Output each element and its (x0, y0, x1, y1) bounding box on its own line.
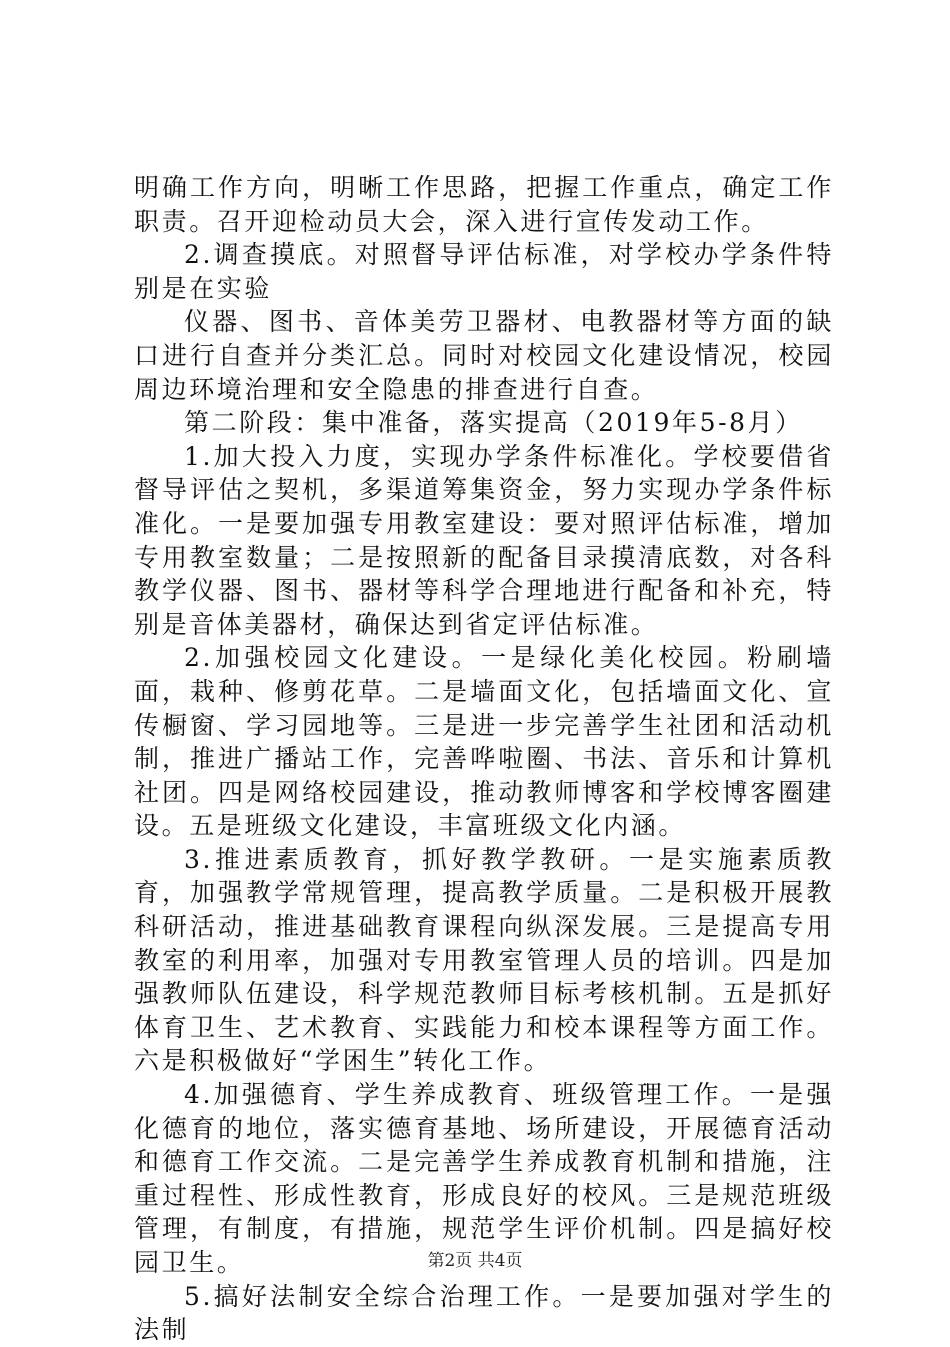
paragraph: 5.搞好法制安全综合治理工作。一是要加强对学生的法制 (134, 1281, 834, 1345)
paragraph: 3.推进素质教育，抓好教学教研。一是实施素质教育，加强教学常规管理，提高教学质量。二是积极开展教科研活动，推进基础教育课程向纵深发展。三是提高专用教室的利用率，加强对专用教室管理人员的培训。四是加强教师队伍建设，科学规范教师目标考核机制。五是抓好体育卫生、艺术教育、实践能力和校本课程等方面工作。六是积极做好“学困生”转化工作。 (134, 844, 834, 1076)
paragraph: 2.调查摸底。对照督导评估标准，对学校办学条件特别是在实验 (134, 240, 834, 303)
paragraph: 4.加强德育、学生养成教育、班级管理工作。一是强化德育的地位，落实德育基地、场所建设，开展德育活动和德育工作交流。二是完善学生养成教育机制和措施，注重过程性、形成性教育，形成良好的校风。三是规范班级管理，有制度，有措施，规范学生评价机制。四是搞好校园卫生。 (134, 1080, 834, 1277)
paragraph: 1.加大投入力度，实现办学条件标准化。学校要借省督导评估之契机，多渠道筹集资金，努力实现办学条件标准化。一是要加强专用教室建设：要对照评估标准，增加专用教室数量；二是按照新的配备目录摸清底数，对各科教学仪器、图书、器材等科学合理地进行配备和补充，特别是音体美器材，确保达到省定评估标准。 (134, 441, 834, 639)
section-heading: 第二阶段：集中准备，落实提高（2019年5-8月） (184, 408, 803, 438)
paragraph: 2.加强校园文化建设。一是绿化美化校园。粉刷墙面，栽种、修剪花草。二是墙面文化，包括墙面文化、宣传橱窗、学习园地等。三是进一步完善学生社团和活动机制，推进广播站工作，完善哗啦圈、书法、音乐和计算机社团。四是网络校园建设，推动教师博客和学校博客圈建设。五是班级文化建设，丰富班级文化内涵。 (134, 643, 834, 841)
page-number-footer: 第2页 共4页 (427, 1251, 523, 1271)
paragraph: 仪器、图书、音体美劳卫器材、电教器材等方面的缺口进行自查并分类汇总。同时对校园文化建设情况，校园周边环境治理和安全隐患的排查进行自查。 (134, 307, 834, 404)
document-body (134, 171, 834, 1347)
paragraph: 明确工作方向，明晰工作思路，把握工作重点，确定工作职责。召开迎检动员大会，深入进行宣传发动工作。 (134, 173, 834, 236)
